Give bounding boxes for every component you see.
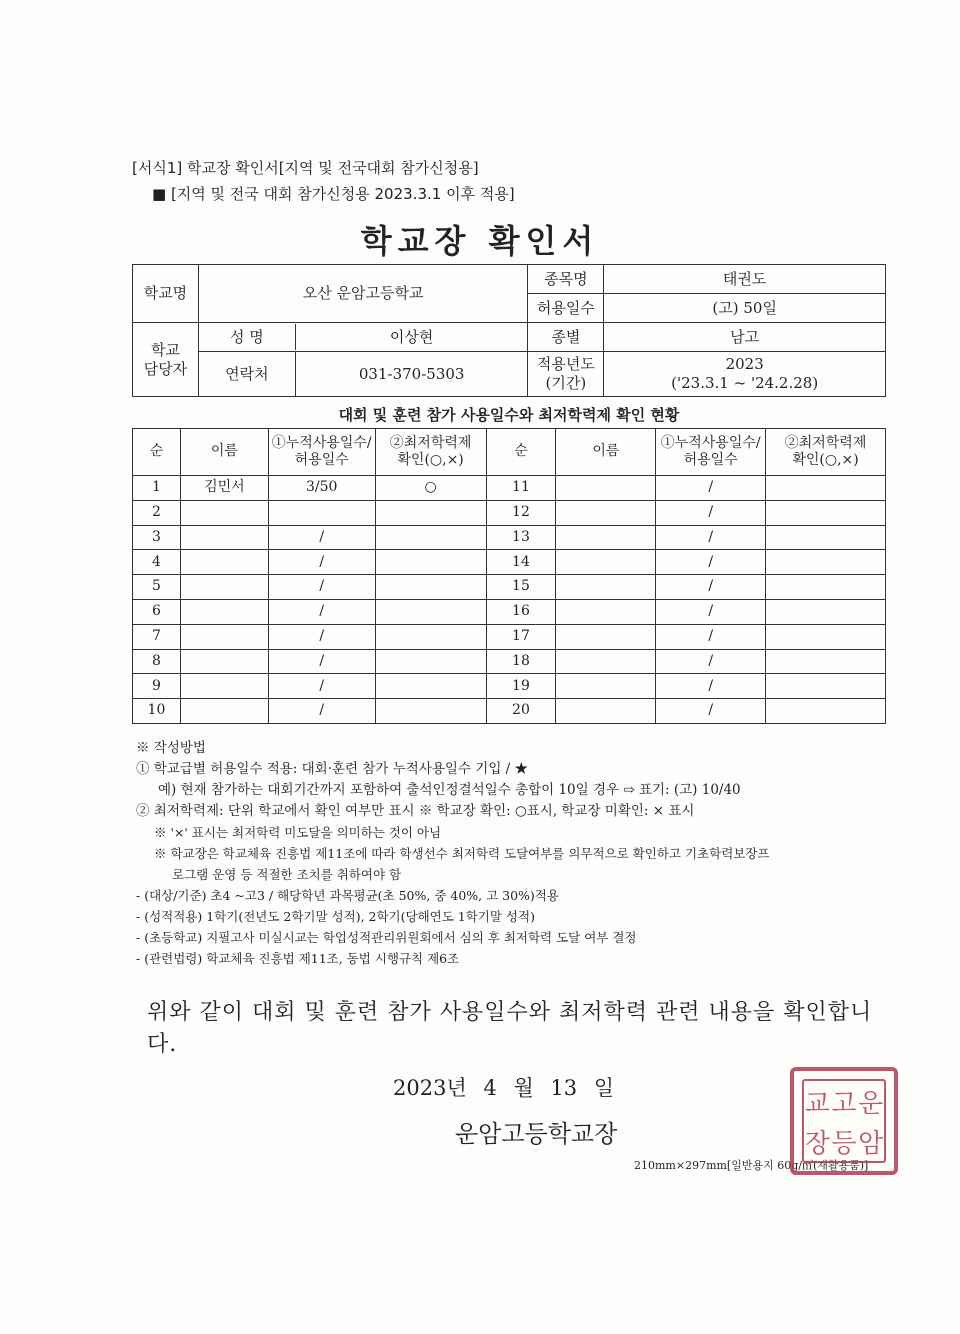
row-number: 2 [133,500,181,525]
row-number: 7 [133,624,181,649]
academic-check [766,674,886,699]
student-name: 김민서 [180,476,268,501]
usage-days: / [268,575,375,600]
row-number: 12 [486,500,556,525]
usage-days: / [656,575,766,600]
table-row [133,575,886,600]
row-number: 6 [133,599,181,624]
academic-check [766,550,886,575]
usage-days: / [656,476,766,501]
row-number: 15 [486,575,556,600]
academic-check [375,500,486,525]
category-label: 종별 [528,323,604,352]
col-header-check: ②최저학력제 확인(○,×) [766,429,886,476]
instruction-line: - (관련법령) 학교체육 진흥법 제11조, 동법 시행규칙 제6조 [136,951,460,966]
student-name [556,500,656,525]
row-number: 5 [133,575,181,600]
seal-glyph: 등 [831,1128,857,1159]
row-number: 14 [486,550,556,575]
academic-check [375,674,486,699]
usage-days: / [656,649,766,674]
usage-days: / [656,550,766,575]
signer: 운암고등학교장 [455,1120,618,1148]
usage-days: / [268,699,375,724]
row-number: 19 [486,674,556,699]
student-name [556,525,656,550]
student-name [556,550,656,575]
student-name [180,525,268,550]
year-value: 2023 [725,355,764,374]
row-number: 1 [133,476,181,501]
manager-name: 이상현 [389,327,434,346]
row-number: 9 [133,674,181,699]
student-name [180,599,268,624]
usage-days [268,500,375,525]
col-header-days: ①누적사용일수/ 허용일수 [268,429,375,476]
student-name [180,699,268,724]
school-name-label: 학교명 [133,265,199,323]
table-header-row [133,429,886,476]
allowed-days-value: (고) 50일 [604,294,886,323]
table-row [133,500,886,525]
table-row [133,599,886,624]
year-label: 적용년도 (기간) [528,352,604,397]
usage-days: / [268,624,375,649]
name-label: 성 명 [199,324,296,350]
instructions [136,738,896,969]
usage-days: / [656,500,766,525]
paper-spec: 210mm×297mm[일반용지 60g/㎡(재활용품)] [634,1159,869,1172]
row-number: 20 [486,699,556,724]
table-row [133,699,886,724]
usage-days: / [656,699,766,724]
academic-check [766,500,886,525]
usage-days: / [268,550,375,575]
col-header-no: 순 [486,429,556,476]
form-label: [서식1] 학교장 확인서[지역 및 전국대회 참가신청용] [132,159,479,177]
student-name [556,649,656,674]
category-value: 남고 [604,323,886,352]
instruction-line: - (성적적용) 1학기(전년도 2학기말 성적), 2학기(당해연도 1학기말 성적) [136,909,535,924]
instruction-line: 예) 현재 참가하는 대회기간까지 포함하여 출석인정결석일수 총합이 10일 경우 ⇨ 표기: (고) 10/40 [158,782,741,798]
table-row [133,674,886,699]
section-caption: 대회 및 훈련 참가 사용일수와 최저학력제 확인 현황 [338,406,680,424]
col-header-check: ②최저학력제 확인(○,×) [375,429,486,476]
academic-check [766,575,886,600]
table-row [133,624,886,649]
apply-note: ■ [지역 및 전국 대회 참가신청용 2023.3.1 이후 적용] [152,185,515,203]
row-number: 4 [133,550,181,575]
row-number: 18 [486,649,556,674]
student-name [556,476,656,501]
instruction-line: - (초등학교) 지필고사 미실시교는 학업성적관리위원회에서 심의 후 최저학력 도달 여부 결정 [136,930,637,945]
usage-days: / [656,525,766,550]
academic-check [766,476,886,501]
seal-glyph: 장 [804,1128,830,1159]
col-header-no: 순 [133,429,181,476]
seal-glyph: 고 [831,1088,857,1119]
academic-check [375,550,486,575]
academic-check [375,649,486,674]
student-name [180,500,268,525]
contact-label: 연락처 [199,352,296,396]
academic-check [375,599,486,624]
student-name [180,674,268,699]
row-number: 16 [486,599,556,624]
instruction-heading: ※ 작성방법 [136,740,206,756]
student-name [180,624,268,649]
academic-check [766,599,886,624]
record-table-body [133,429,886,724]
table-row [133,476,886,501]
row-number: 17 [486,624,556,649]
instruction-line: 로그램 운영 등 적절한 조치를 취하여야 함 [172,867,402,882]
student-name [556,575,656,600]
event-label: 종목명 [528,265,604,294]
seal-glyph: 암 [858,1128,884,1159]
contact-value: 031-370-5303 [358,364,465,383]
usage-days: 3/50 [268,476,375,501]
usage-days: / [268,674,375,699]
seal-glyph: 교 [804,1088,830,1119]
academic-check [375,699,486,724]
col-header-name: 이름 [180,429,268,476]
academic-check [766,699,886,724]
usage-days: / [268,599,375,624]
instruction-line: ※ 학교장은 학교체육 진흥법 제11조에 따라 학생선수 최저학력 도달여부를 의무적으로 확인하고 기초학력보장프 [154,846,770,861]
table-row [133,525,886,550]
instruction-line: ① 학교급별 허용일수 적용: 대회·훈련 참가 누적사용일수 기입 / ★ [136,761,528,777]
academic-check [766,649,886,674]
student-name [180,649,268,674]
usage-days: / [268,649,375,674]
usage-days: / [268,525,375,550]
period-value: ('23.3.1 ~ '24.2.28) [671,374,819,392]
usage-days: / [656,624,766,649]
official-seal-icon [790,1067,898,1175]
usage-days: / [656,599,766,624]
row-number: 13 [486,525,556,550]
document-title: 학교장 확인서 [360,222,600,260]
academic-check: ○ [375,476,486,501]
academic-check [375,624,486,649]
student-name [180,550,268,575]
event-value: 태권도 [604,265,886,294]
academic-check [375,525,486,550]
academic-check [766,525,886,550]
row-number: 3 [133,525,181,550]
year-cell [604,352,886,397]
allowed-days-label: 허용일수 [528,294,604,323]
seal-glyph: 운 [858,1088,884,1119]
signed-date: 2023년 4 월 13 일 [393,1076,615,1100]
instruction-line: - (대상/기준) 초4 ~고3 / 해당학년 과목평균(초 50%, 중 40%, 고 30%)적용 [136,888,559,903]
confirmation-statement: 위와 같이 대회 및 훈련 참가 사용일수와 최저학력 관련 내용을 확인합니다. [147,1000,873,1057]
record-table [132,428,886,724]
table-row [133,649,886,674]
student-name [556,624,656,649]
student-name [556,699,656,724]
col-header-days: ①누적사용일수/ 허용일수 [656,429,766,476]
school-name: 오산 운암고등학교 [198,265,528,323]
academic-check [766,624,886,649]
row-number: 11 [486,476,556,501]
usage-days: / [656,674,766,699]
school-info-table [132,264,886,397]
col-header-name: 이름 [556,429,656,476]
academic-check [375,575,486,600]
student-name [180,575,268,600]
manager-label: 학교 담당자 [133,323,199,397]
student-name [556,674,656,699]
instruction-line: ※ '×' 표시는 최저학력 미도달을 의미하는 것이 아님 [154,825,442,840]
instruction-line: ② 최저학력제: 단위 학교에서 확인 여부만 표시 ※ 학교장 확인: ○표시, 학교장 미확인: × 표시 [136,803,695,819]
student-name [556,599,656,624]
row-number: 8 [133,649,181,674]
table-row [133,550,886,575]
row-number: 10 [133,699,181,724]
